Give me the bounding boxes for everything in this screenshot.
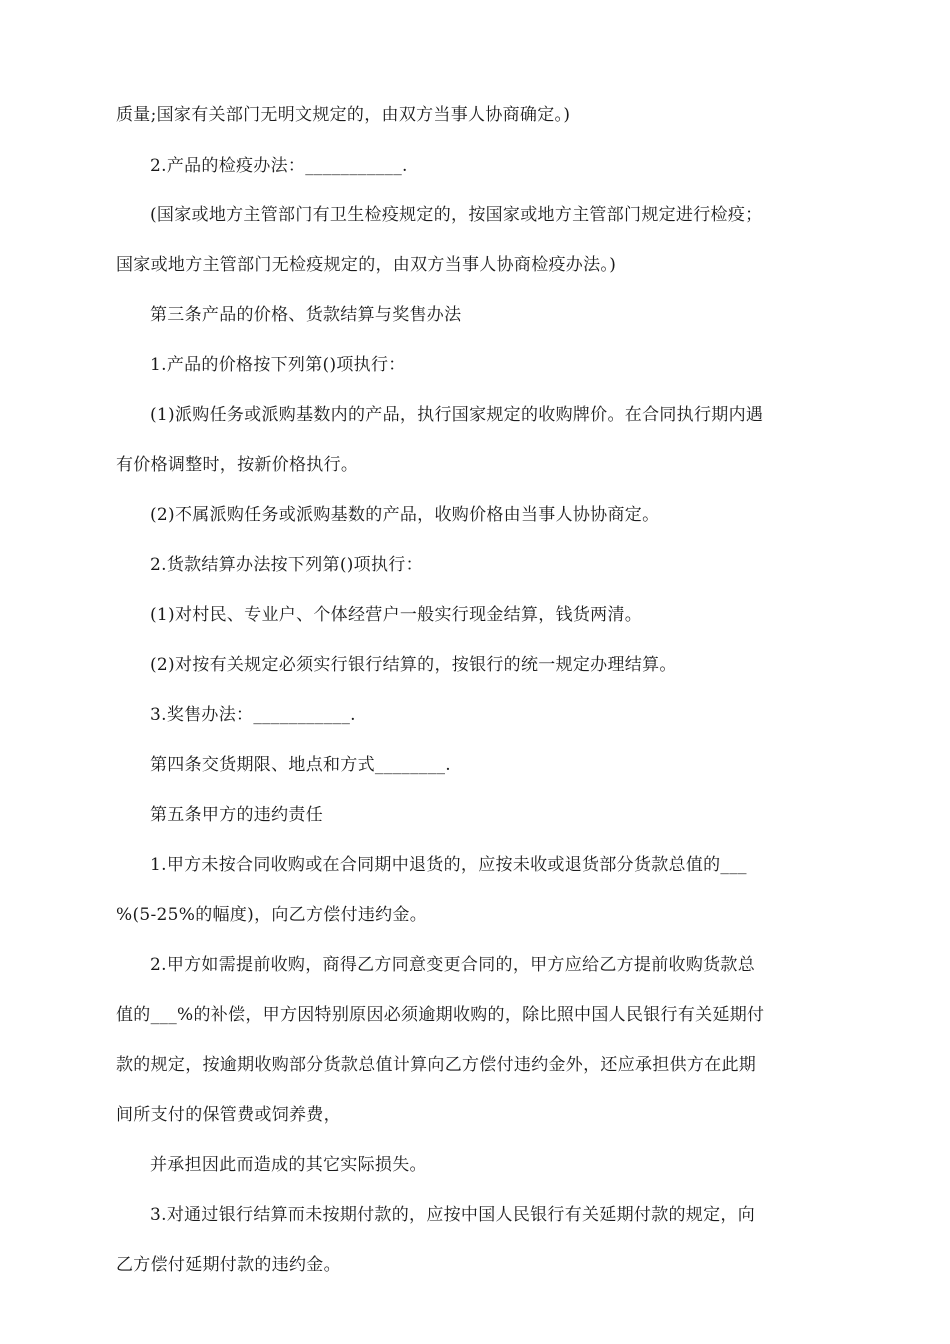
paragraph-line-settlement-item-2: (2)对按有关规定必须实行银行结算的，按银行的统一规定办理结算。 [150,655,677,675]
paragraph-line-price-item-2: (2)不属派购任务或派购基数的产品，收购价格由当事人协协商定。 [150,505,660,525]
paragraph-line-reward-method: 3.奖售办法：___________. [150,705,356,725]
paragraph-line-price-clause: 1.产品的价格按下列第()项执行： [150,355,406,375]
paragraph-line-price-item-1a: (1)派购任务或派购基数内的产品，执行国家规定的收购牌价。在合同执行期内遇 [150,405,764,425]
paragraph-line-breach-1b: %(5-25%的幅度)，向乙方偿付违约金。 [116,905,428,925]
section-heading-article-5: 第五条甲方的违约责任 [150,805,323,825]
paragraph-line-quarantine-method: 2.产品的检疫办法：___________. [150,156,408,176]
paragraph-line-breach-2d: 间所支付的保管费或饲养费， [116,1105,341,1125]
paragraph-line-breach-2c: 款的规定，按逾期收购部分货款总值计算向乙方偿付违约金外，还应承担供方在此期 [116,1055,757,1075]
paragraph-line-breach-2a: 2.甲方如需提前收购，商得乙方同意变更合同的，甲方应给乙方提前收购货款总 [150,955,756,975]
paragraph-line-breach-3a: 3.对通过银行结算而未按期付款的，应按中国人民银行有关延期付款的规定，向 [150,1205,756,1225]
paragraph-line-quarantine-note-2: 国家或地方主管部门无检疫规定的，由双方当事人协商检疫办法。) [116,255,617,275]
paragraph-line-breach-3b: 乙方偿付延期付款的违约金。 [116,1255,341,1275]
section-heading-article-4: 第四条交货期限、地点和方式________. [150,755,452,775]
paragraph-line-breach-1a: 1.甲方未按合同收购或在合同期中退货的，应按未收或退货部分货款总值的___ [150,855,747,875]
paragraph-line-quarantine-note-1: (国家或地方主管部门有卫生检疫规定的，按国家或地方主管部门规定进行检疫； [150,205,763,225]
paragraph-line-quality-note: 质量;国家有关部门无明文规定的，由双方当事人协商确定。) [116,105,571,125]
paragraph-line-breach-2e: 并承担因此而造成的其它实际损失。 [150,1155,427,1175]
paragraph-line-settlement-clause: 2.货款结算办法按下列第()项执行： [150,555,423,575]
paragraph-line-breach-2b: 值的___%的补偿，甲方因特别原因必须逾期收购的，除比照中国人民银行有关延期付 [116,1005,765,1025]
paragraph-line-settlement-item-1: (1)对村民、专业户、个体经营户一般实行现金结算，钱货两清。 [150,605,643,625]
paragraph-line-price-item-1b: 有价格调整时，按新价格执行。 [116,455,359,475]
section-heading-article-3: 第三条产品的价格、货款结算与奖售办法 [150,305,462,325]
